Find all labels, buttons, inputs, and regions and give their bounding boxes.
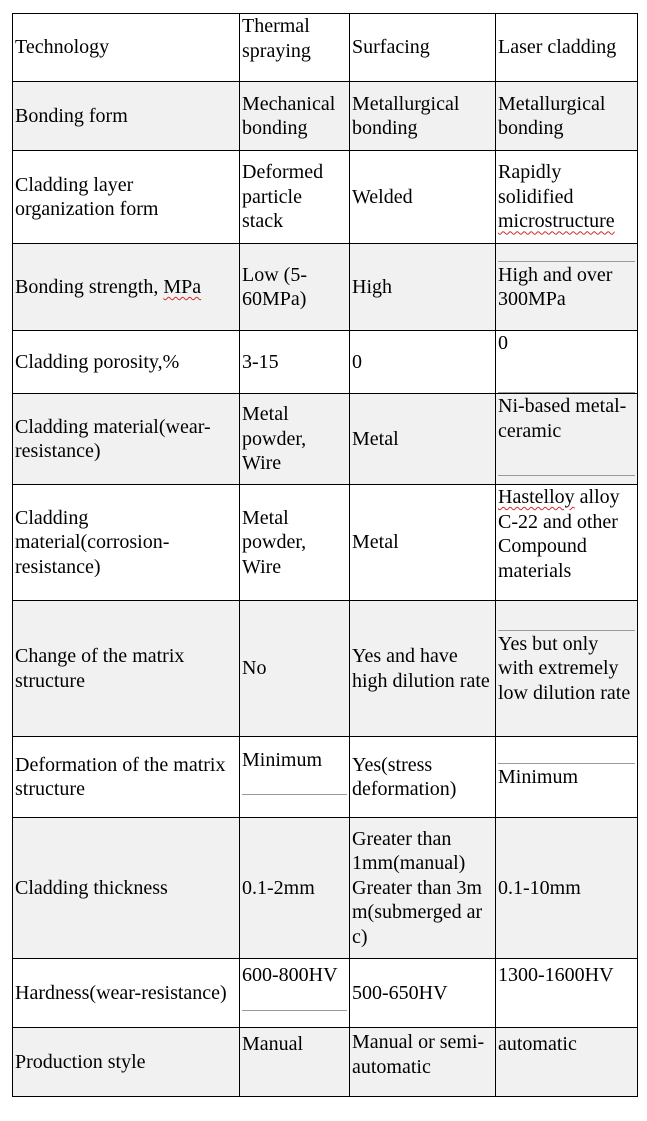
cell-laser-cladding	[496, 394, 638, 485]
cell-thermal-spraying: Mechanical bonding	[240, 82, 350, 151]
header-surfacing: Surfacing	[350, 14, 496, 82]
row-label: Cladding material(wear-resistance)	[13, 394, 240, 485]
cell-text: 0	[498, 332, 508, 354]
cell-text: Yes but only with extremely low dilution rate	[498, 630, 635, 706]
cell-surfacing: 0	[350, 331, 496, 394]
cell-thermal-spraying: Low (5-60MPa)	[240, 244, 350, 331]
cell-thermal-spraying: Deformed particle stack	[240, 151, 350, 244]
cell-laser-cladding: 0.1-10mm	[496, 818, 638, 959]
cell-surfacing: Yes and have high dilution rate	[350, 601, 496, 737]
row-label	[13, 244, 240, 331]
cell-laser-cladding: Metallurgical bonding	[496, 82, 638, 151]
cell-surfacing: 500-650HV	[350, 959, 496, 1028]
cell-thermal-spraying: Manual	[240, 1028, 350, 1097]
row-label: Change of the matrix structure	[13, 601, 240, 737]
cell-text: Ni-based metal-ceramic	[498, 395, 627, 442]
table-row	[13, 151, 638, 244]
cell-text: Rapidly solidified	[498, 161, 574, 208]
divider	[498, 443, 635, 476]
cell-thermal-spraying: 3-15	[240, 331, 350, 394]
cell-thermal-spraying: Metal powder, Wire	[240, 394, 350, 485]
header-technology: Technology	[13, 14, 240, 82]
cell-thermal-spraying	[240, 959, 350, 1028]
comparison-table	[12, 13, 638, 1097]
cell-thermal-spraying: Metal powder, Wire	[240, 485, 350, 601]
header-thermal-spraying: Thermal spraying	[240, 14, 350, 82]
cell-laser-cladding	[496, 244, 638, 331]
row-label: Deformation of the matrix structure	[13, 737, 240, 818]
cell-text: alloy C-22 and other Compound materials	[498, 486, 620, 582]
row-label: Bonding form	[13, 82, 240, 151]
row-label: Cladding thickness	[13, 818, 240, 959]
header-row	[13, 14, 638, 82]
cell-text: 600-800HV	[242, 964, 338, 986]
cell-text: Minimum	[242, 749, 323, 771]
divider	[498, 356, 635, 393]
cell-text: Minimum	[498, 763, 635, 790]
table-row	[13, 82, 638, 151]
cell-text: High and over 300MPa	[498, 261, 635, 312]
cell-surfacing: Metal	[350, 485, 496, 601]
cell-thermal-spraying: 0.1-2mm	[240, 818, 350, 959]
cell-surfacing: High	[350, 244, 496, 331]
cell-laser-cladding	[496, 601, 638, 737]
cell-surfacing: Manual or semi-automatic	[350, 1028, 496, 1097]
row-label: Hardness(wear-resistance)	[13, 959, 240, 1028]
cell-surfacing: Metallurgical bonding	[350, 82, 496, 151]
table-row	[13, 601, 638, 737]
cell-surfacing: Yes(stress deformation)	[350, 737, 496, 818]
row-label: Cladding layer organization form	[13, 151, 240, 244]
cell-laser-cladding	[496, 737, 638, 818]
cell-text: Bonding strength,	[15, 275, 164, 298]
cell-text: Greater than 1mm(manual)	[352, 827, 466, 875]
cell-laser-cladding	[496, 331, 638, 394]
table-row	[13, 818, 638, 959]
spellcheck-underlined-text: microstructure	[498, 210, 615, 233]
cell-laser-cladding: 1300-1600HV	[496, 959, 638, 1028]
table-row	[13, 244, 638, 331]
row-label: Production style	[13, 1028, 240, 1097]
row-label: Cladding porosity,%	[13, 331, 240, 394]
divider	[242, 773, 347, 795]
cell-thermal-spraying: No	[240, 601, 350, 737]
cell-surfacing: Metal	[350, 394, 496, 485]
table-row	[13, 331, 638, 394]
spellcheck-underlined-text: Hastelloy	[498, 486, 575, 508]
row-label: Cladding material(corrosion-resistance)	[13, 485, 240, 601]
cell-laser-cladding: automatic	[496, 1028, 638, 1097]
cell-thermal-spraying	[240, 737, 350, 818]
divider	[242, 988, 347, 1011]
header-laser-cladding: Laser cladding	[496, 14, 638, 82]
table-row	[13, 737, 638, 818]
table-row	[13, 1028, 638, 1097]
spellcheck-underlined-text: MPa	[163, 275, 202, 298]
cell-surfacing: Welded	[350, 151, 496, 244]
table-row	[13, 959, 638, 1028]
cell-laser-cladding	[496, 485, 638, 601]
cell-surfacing	[350, 818, 496, 959]
cell-laser-cladding	[496, 151, 638, 244]
table-row	[13, 485, 638, 601]
cell-text: Greater than 3mm(submerged arc)	[352, 876, 483, 948]
table-row	[13, 394, 638, 485]
